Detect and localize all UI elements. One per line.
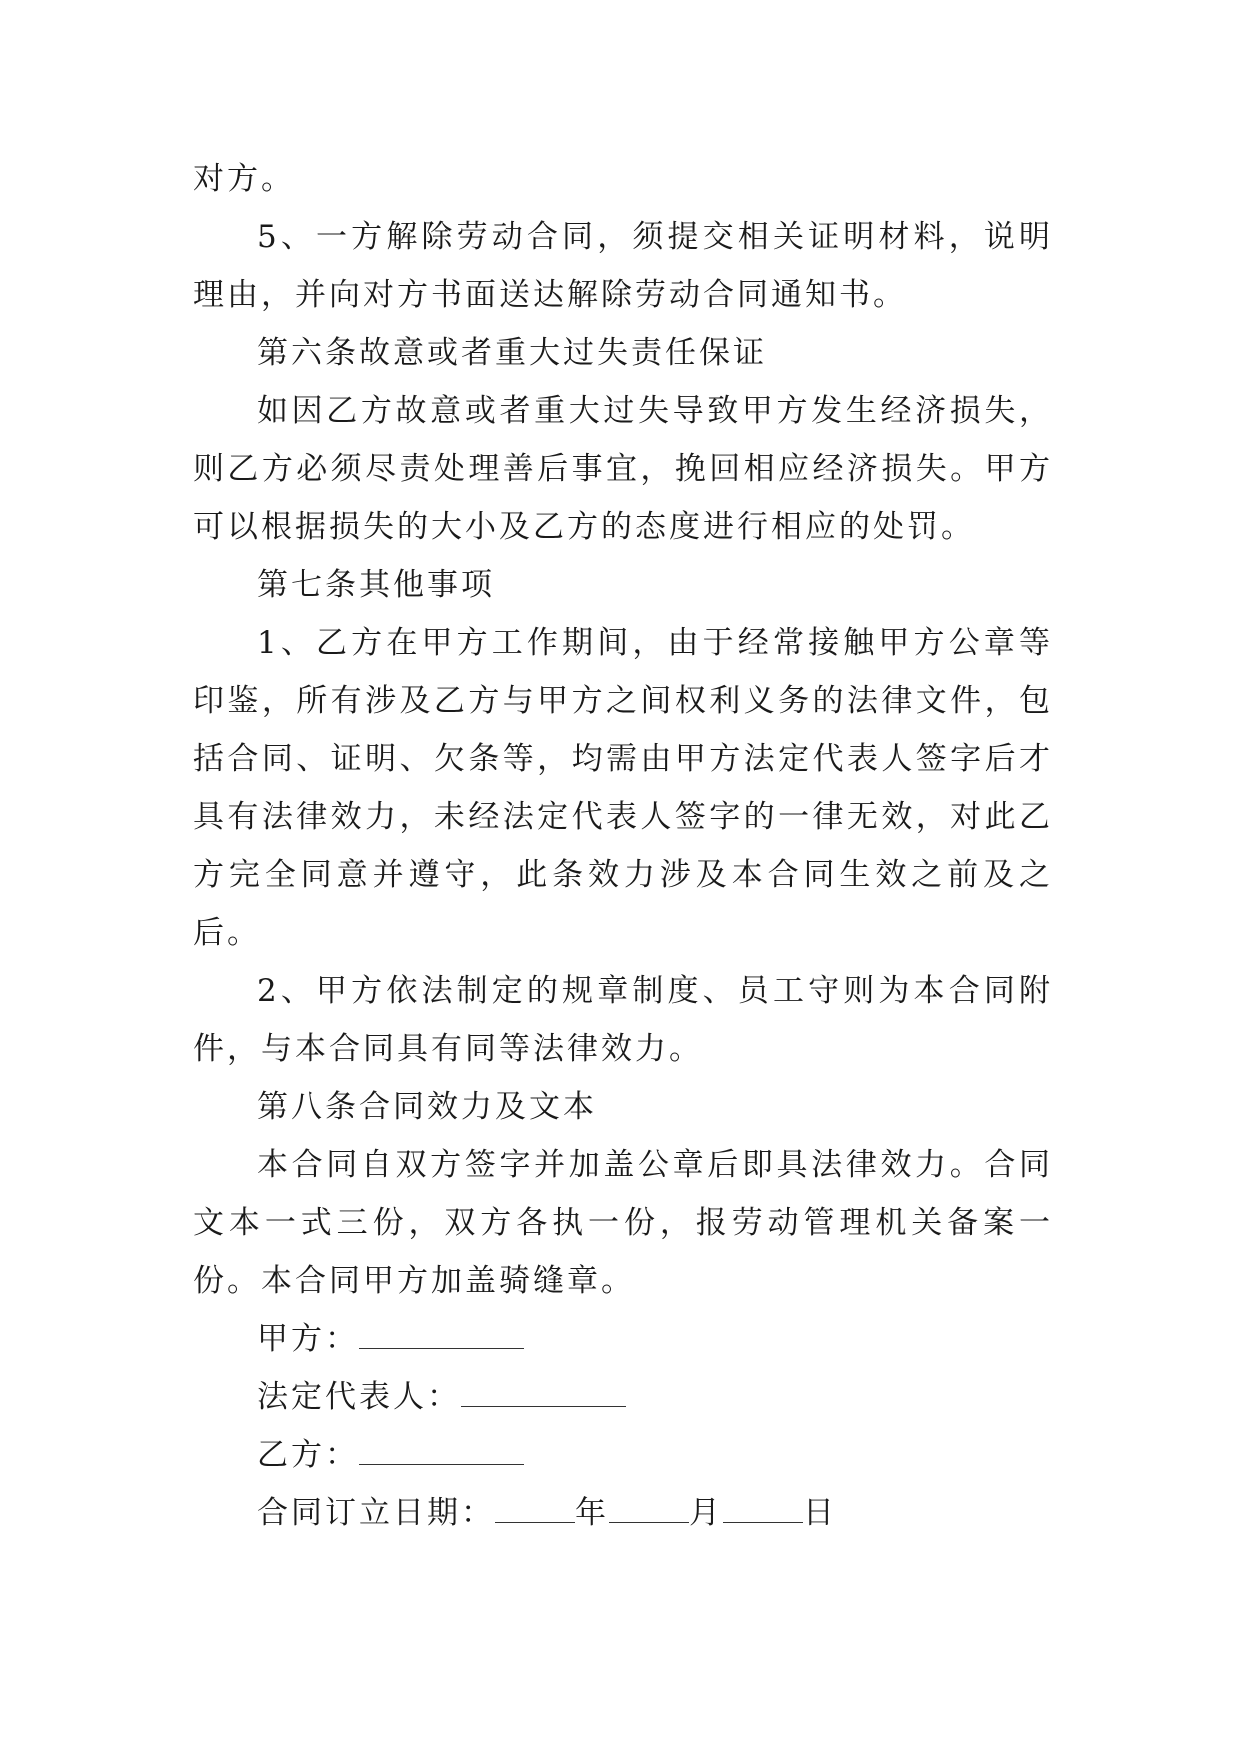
paragraph-article-7-item-1: 1、乙方在甲方工作期间，由于经常接触甲方公章等印鉴，所有涉及乙方与甲方之间权利义务的法律文件，包括合同、证明、欠条等，均需由甲方法定代表人签字后才具有法律效力，未经法定代表人签字的一律无效，对此乙方完全同意并遵守，此条效力涉及本合同生效之前及之后。 (193, 625, 1053, 951)
heading-article-8: 第八条合同效力及文本 (257, 1089, 597, 1125)
paragraph-article-8-body: 本合同自双方签字并加盖公章后即具法律效力。合同文本一式三份，双方各执一份，报劳动管理机关备案一份。本合同甲方加盖骑缝章。 (193, 1147, 1053, 1299)
party-b-signature-blank[interactable] (359, 1430, 524, 1465)
day-blank[interactable] (723, 1488, 803, 1523)
heading-article-7: 第七条其他事项 (257, 567, 495, 603)
year-label: 年 (575, 1495, 609, 1531)
signature-date (193, 1484, 1053, 1542)
party-a-signature-blank[interactable] (359, 1314, 524, 1349)
heading-article-6: 第六条故意或者重大过失责任保证 (257, 335, 767, 371)
party-a-label: 甲方： (257, 1321, 359, 1357)
legal-rep-signature-blank[interactable] (461, 1372, 626, 1407)
party-b-label: 乙方： (257, 1437, 359, 1473)
paragraph-continuation: 对方。 (193, 161, 295, 197)
day-label: 日 (803, 1495, 837, 1531)
year-blank[interactable] (495, 1488, 575, 1523)
signature-party-b (193, 1426, 1053, 1484)
paragraph-clause-5: 5、一方解除劳动合同，须提交相关证明材料，说明理由，并向对方书面送达解除劳动合同通知书。 (193, 219, 1053, 313)
paragraph-article-6-body: 如因乙方故意或者重大过失导致甲方发生经济损失，则乙方必须尽责处理善后事宜，挽回相应经济损失。甲方可以根据损失的大小及乙方的态度进行相应的处罚。 (193, 393, 1053, 545)
month-blank[interactable] (609, 1488, 689, 1523)
paragraph-article-7-item-2: 2、甲方依法制定的规章制度、员工守则为本合同附件，与本合同具有同等法律效力。 (193, 973, 1053, 1067)
legal-rep-label: 法定代表人： (257, 1379, 461, 1415)
month-label: 月 (689, 1495, 723, 1531)
date-label: 合同订立日期： (257, 1495, 495, 1531)
signature-party-a (193, 1310, 1053, 1368)
signature-legal-rep (193, 1368, 1053, 1426)
document-body (193, 150, 1053, 1542)
